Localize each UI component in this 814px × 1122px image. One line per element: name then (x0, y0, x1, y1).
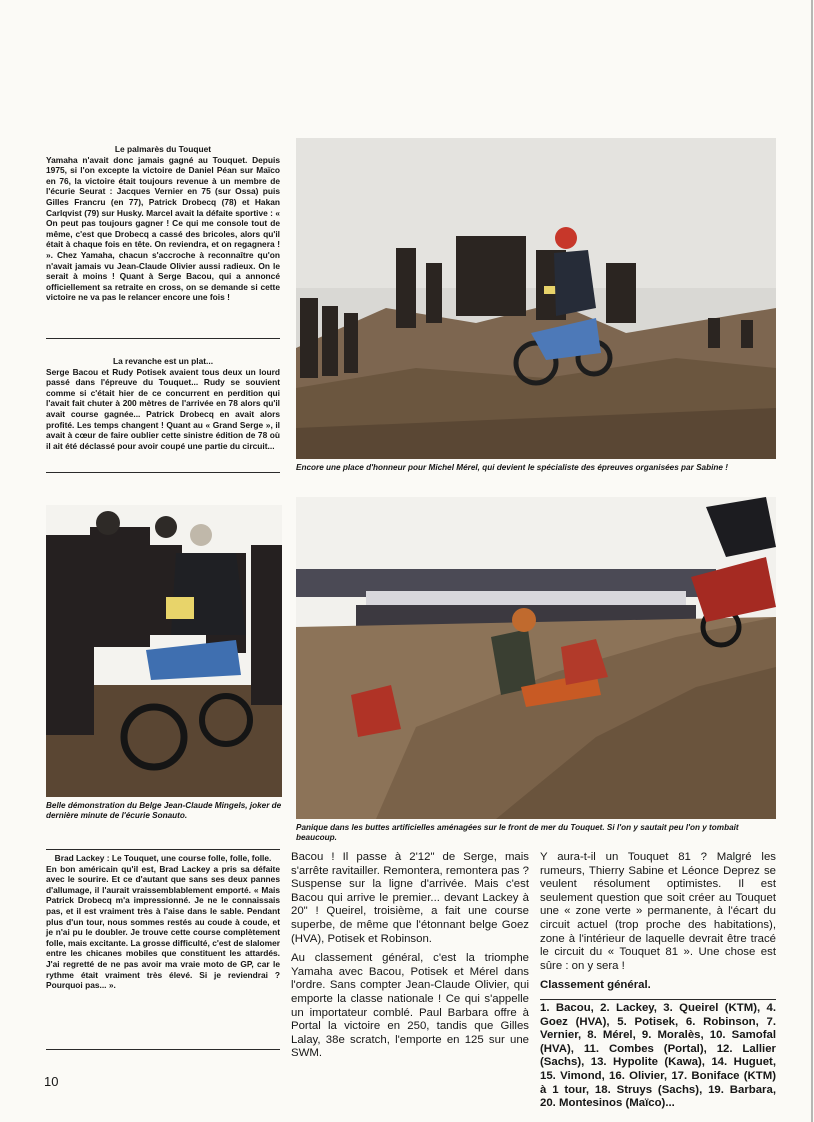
page-edge-line (811, 0, 813, 1122)
sidebar-revanche-heading: La revanche est un plat... (112, 356, 214, 366)
caption-merel: Encore une place d'honneur pour Michel Mérel, qui devient le spécialiste des épreuves organisées par Sabine ! (296, 463, 728, 472)
divider (540, 999, 776, 1000)
sidebar-palmares-text: Yamaha n'avait donc jamais gagné au Touquet. Depuis 1975, si l'on excepte la victoire de Daniel Péan sur Maïco en 76, la victoire était toujours revenue à un membre de l'écurie Seurat : Jacques Vernier en 75 (sur Ossa) puis Gilles Francru (en 77), Patrick Drobecq (78) et Hakan Carlqvist (79) sur Husky. Marcel avait la défaite sportive : « On peut pas toujours gagner ! Ce qui me console tout de même, c'est que Drobecq a cassé des bricoles, alors qu'il était à chaque fois en tête. On reviendra, et on regagnera ! ». Chez Yamaha, chacun s'accroche à reconnaître qu'on n'avait jamais vu Jean-Claude Olivier aussi radieux. On le serait à moins ! Quant à Serge Bacou, qui a annoncé officiellement sa retraite en cross, on se demande si cette victoire ne va pas le relancer encore une fois ! (46, 154, 280, 303)
divider (46, 338, 280, 339)
classement (540, 979, 776, 1110)
sidebar-lackey (46, 853, 280, 1045)
page-number: 10 (44, 1074, 59, 1089)
caption-mingels: Belle démonstration du Belge Jean-Claude Mingels, joker de dernière minute de l'écurie Sonauto. (46, 801, 282, 821)
body-paragraph: Bacou ! Il passe à 2'12" de Serge, mais s'arrête ravitailler. Remontera, remontera pas ? Suspense sur la ligne d'arrivée. Mais c'est Bacou qui arrive le premier... devant Lackey à 20" ! Queirel, troisième, a fait une course superbe, de même que l'étonnant belge Goez (HVA), Potisek et Robinson. (291, 851, 529, 945)
body-column-1 (291, 851, 529, 1076)
sidebar-lackey-text: En bon américain qu'il est, Brad Lackey a pris sa défaite avec le sourire. Et ce d'autant que sans ses deux pannes d'allumage, il l'aurait vraissemblablement emporté. « Mais Patrick Drobecq m'a impressionné. Je ne le connaissais pas, et il est vraiment très à l'aise dans le sable. Pendant plus d'un tour, nous sommes restés au coude à coude, et je n'ai pu le doubler. Je trouve cette course complètement folle, mais excitante. La grosse difficulté, c'est de slalomer entre les chicanes mobiles que constituent les attardés. J'ai regretté de ne pas avoir ma vraie moto de GP, car le rythme était vraiment très élevé. Si je reviendrai ? Pourquoi pas... ». (46, 863, 280, 991)
sidebar-revanche (46, 356, 280, 466)
body-column-2 (540, 851, 776, 1110)
divider (46, 1049, 280, 1050)
divider (46, 472, 280, 473)
photo-mingels (46, 505, 282, 797)
sidebar-palmares-heading: Le palmarès du Touquet (114, 144, 212, 154)
body-paragraph: Y aura-t-il un Touquet 81 ? Malgré les rumeurs, Thierry Sabine et Léonce Deprez se veulent résolument optimistes. Il est seulement question que soit créer au Touquet une « zone verte » permanente, à l'écart du circuit actuel (trop proche des habitations), zone à l'intérieur de laquelle devrait être tracé le circuit du « Touquet 81 ». Une chose est sûre : on y sera ! (540, 851, 776, 972)
photo-panique (296, 497, 776, 819)
classement-list: 1. Bacou, 2. Lackey, 3. Queirel (KTM), 4. Goez (HVA), 5. Potisek, 6. Robinson, 7. Vernier, 8. Mérel, 9. Moralès, 10. Samofal (HVA), 11. Combes (Portal), 12. Lallier (Sachs), 13. Hypolite (Kawa), 14. Huguet, 15. Vimond, 16. Olivier, 17. Boniface (KTM) à 1 tour, 18. Struys (Sachs), 19. Barbara, 20. Montesinos (Maïco)... (540, 1001, 776, 1110)
photo-merel (296, 138, 776, 459)
sidebar-palmares (46, 144, 280, 330)
sidebar-revanche-text: Serge Bacou et Rudy Potisek avaient tous deux un lourd passé dans l'épreuve du Touquet... Rudy se souvient comme si c'était hier de ce concurrent en perdition qui l'avait fait chuter à 200 mètres de l'arrivée en 78 alors qu'il avait course gagnée... Patrick Drobecq en avait alors profité. Les temps changent ! Quant au « Grand Serge », il avait à cœur de faire oublier cette sinistre édition de 78 où il ait été déclassé pour avoir coupé une partie du circuit... (46, 366, 280, 451)
sidebar-lackey-heading: Brad Lackey : Le Touquet, une course folle, folle, folle. (54, 853, 272, 863)
divider (46, 849, 280, 850)
classement-title: Classement général. (540, 979, 651, 992)
caption-panique: Panique dans les buttes artificielles aménagées sur le front de mer du Touquet. Si l'on y sautait peu l'on y tombait beaucoup. (296, 823, 739, 843)
body-paragraph: Au classement général, c'est la triomphe Yamaha avec Bacou, Potisek et Mérel dans l'ordre. Sans compter Jean-Claude Olivier, qui emporte la classe nationale ! Ce qui s'appelle un importateur comblé. Paul Barbara offre à Portal la victoire en 250, tandis que Gilles Lalay, 38e scratch, l'emporte en 125 sur une SWM. (291, 952, 529, 1060)
